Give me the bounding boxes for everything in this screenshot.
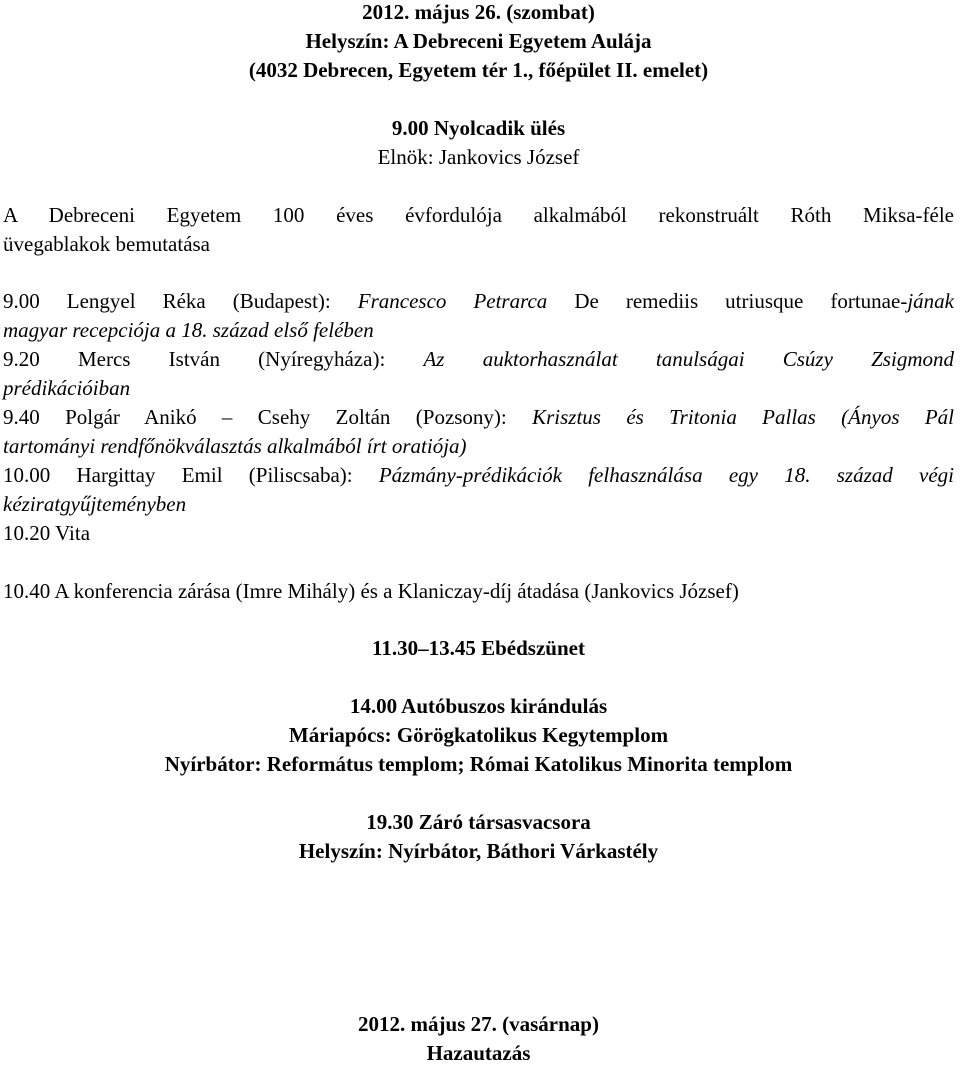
excursion-stop-2: Nyírbátor: Református templom; Római Katolikus Minorita templom [164, 752, 793, 776]
talk-3-line-2: tartományi rendfőnökválasztás alkalmából írt oratiója) [3, 434, 467, 458]
session-title: 9.00 Nyolcadik ülés [391, 116, 566, 140]
talk-2-line-1 [3, 345, 954, 374]
dinner-title: 19.30 Záró társasvacsora [366, 810, 591, 834]
excursion-stop-1: Máriapócs: Görögkatolikus Kegytemplom [288, 723, 669, 747]
lunch-break: 11.30–13.45 Ebédszünet [372, 636, 585, 660]
talk-4-line-2: kéziratgyűjteményben [3, 492, 187, 516]
talk-1-line-1 [3, 287, 954, 316]
talk-4-title: Pázmány-prédikációk felhasználása egy 18. század végi [378, 463, 954, 487]
excursion-title: 14.00 Autóbuszos kirándulás [349, 694, 608, 718]
talk-1-title-author: Francesco Petrarca [357, 289, 548, 313]
talk-1-time-speaker: 9.00 Lengyel Réka (Budapest): [3, 289, 358, 313]
talk-2-line-2: prédikációiban [3, 376, 131, 400]
talk-4-line-1 [3, 461, 954, 490]
talk-1-title-work: De remediis utriusque fortunae [547, 289, 901, 313]
talk-3-title: Krisztus és Tritonia Pallas (Ányos Pál [532, 405, 955, 429]
dinner-venue: Helyszín: Nyírbátor, Báthori Várkastély [298, 839, 659, 863]
talk-2-time-speaker: 9.20 Mercs István (Nyíregyháza): [3, 347, 424, 371]
talk-3-line-1 [3, 403, 954, 432]
talk-1-title-suffix: -jának [900, 289, 954, 313]
talk-2-title: Az auktorhasználat tanulságai Csúzy Zsigmond [423, 347, 954, 371]
exhibition-line-2: üvegablakok bemutatása [3, 232, 211, 256]
day2-note: Hazautazás [426, 1041, 531, 1065]
talk-3-time-speaker: 9.40 Polgár Anikó – Csehy Zoltán (Pozsony): [3, 405, 533, 429]
session-chair: Elnök: Jankovics József [377, 145, 580, 169]
discussion: 10.20 Vita [3, 521, 91, 545]
day1-address: (4032 Debrecen, Egyetem tér 1., főépület II. emelet) [248, 58, 709, 82]
day2-date: 2012. május 27. (vasárnap) [358, 1012, 599, 1036]
exhibition-line-1: A Debreceni Egyetem 100 éves évfordulója alkalmából rekonstruált Róth Miksa-féle [3, 203, 954, 227]
talk-4-time-speaker: 10.00 Hargittay Emil (Piliscsaba): [3, 463, 379, 487]
talk-1-line-2: magyar recepciója a 18. század első felében [3, 318, 374, 342]
day1-date: 2012. május 26. (szombat) [362, 0, 595, 24]
day1-venue: Helyszín: A Debreceni Egyetem Aulája [305, 29, 652, 53]
closing: 10.40 A konferencia zárása (Imre Mihály) és a Klaniczay-díj átadása (Jankovics József) [3, 579, 739, 603]
